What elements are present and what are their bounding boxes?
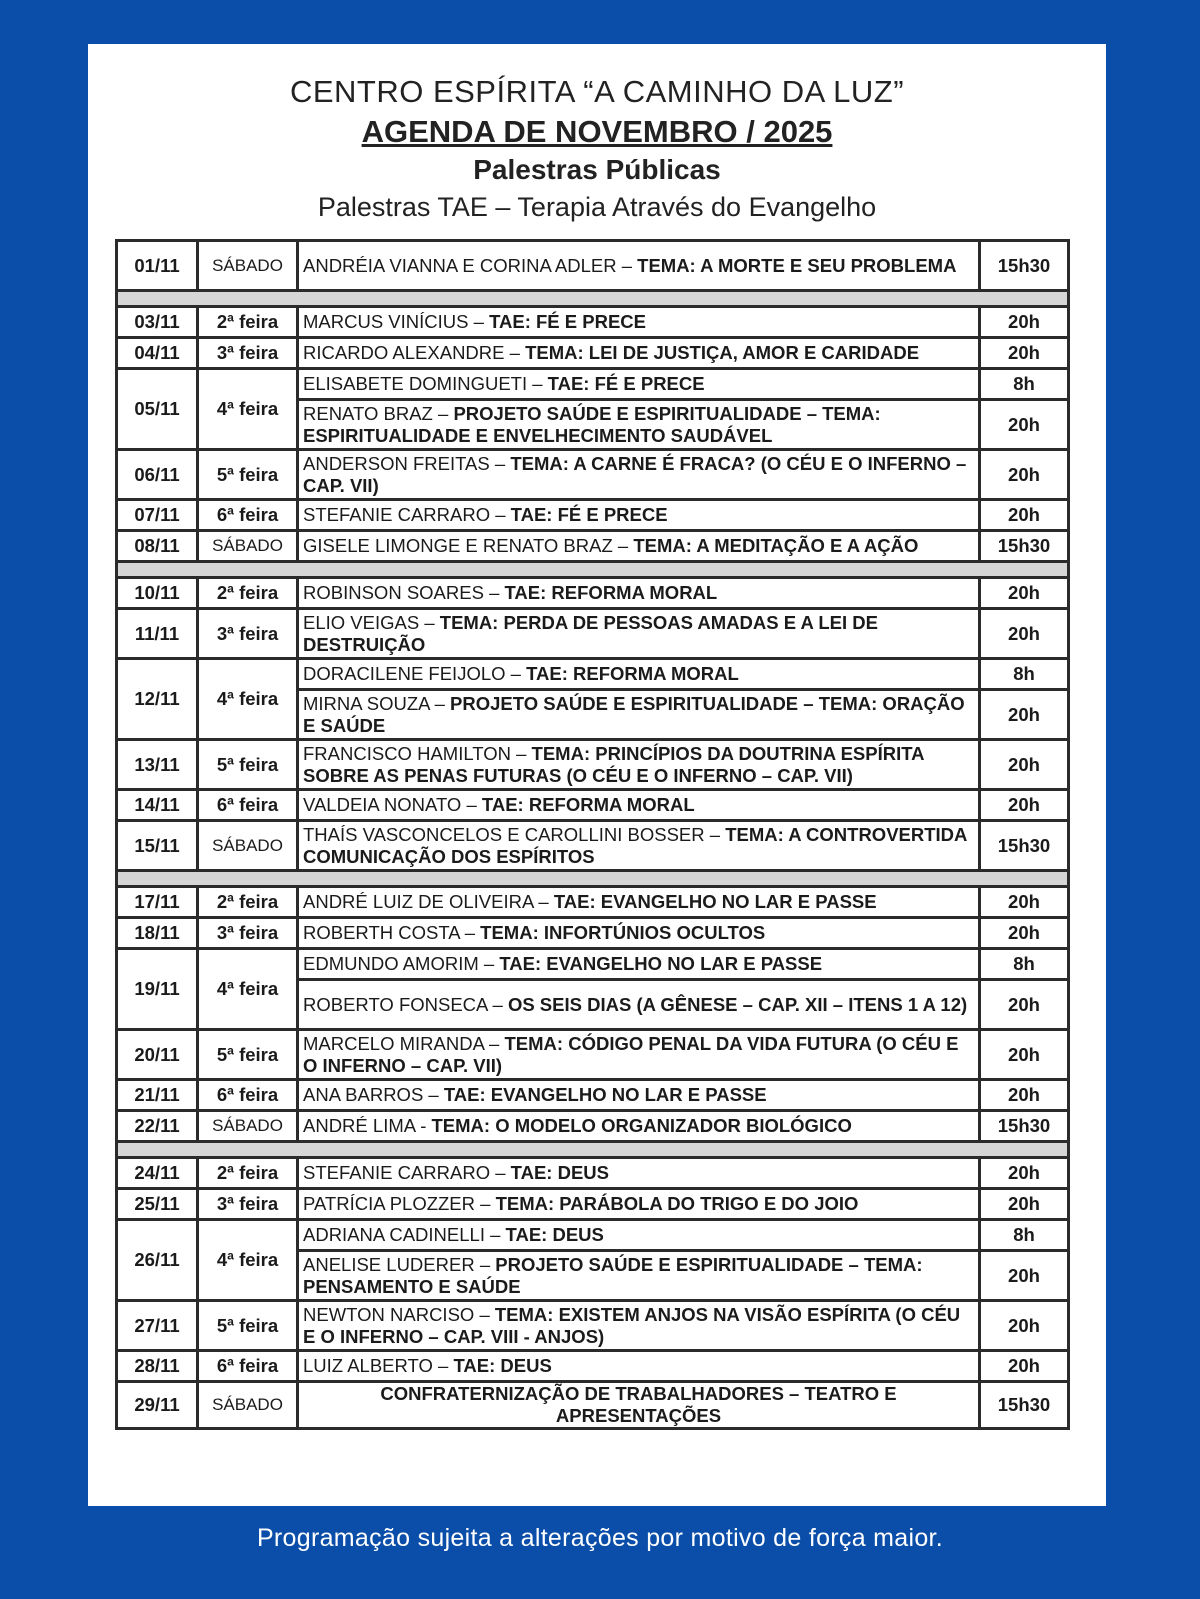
talk-cell	[298, 980, 980, 1030]
weekday-cell: 3ª feira	[198, 1189, 298, 1220]
talk-topic: PROJETO SAÚDE E ESPIRITUALIDADE – TEMA: PENSAMENTO E SAÚDE	[303, 1253, 923, 1297]
talk-cell	[298, 1111, 980, 1142]
talk-cell	[298, 918, 980, 949]
weekday-cell: 4ª feira	[198, 1220, 298, 1301]
date-cell: 07/11	[117, 500, 198, 531]
speaker-name: ANDERSON FREITAS –	[303, 452, 511, 474]
talk-cell	[298, 369, 980, 400]
talk-topic: TEMA: CÓDIGO PENAL DA VIDA FUTURA (O CÉU E O INFERNO – CAP. VII)	[303, 1032, 959, 1076]
talk-cell	[298, 450, 980, 500]
time-cell: 20h	[980, 1158, 1069, 1189]
weekday-cell: SÁBADO	[198, 241, 298, 291]
date-cell: 15/11	[117, 821, 198, 871]
table-row	[117, 1080, 1069, 1111]
time-cell: 20h	[980, 1030, 1069, 1080]
talk-topic: TEMA: PERDA DE PESSOAS AMADAS E A LEI DE DESTRUIÇÃO	[303, 611, 878, 655]
weekday-cell: SÁBADO	[198, 531, 298, 562]
weekday-cell: SÁBADO	[198, 1111, 298, 1142]
talk-topic: TEMA: A CARNE É FRACA? (O CÉU E O INFERNO – CAP. VII)	[303, 452, 967, 496]
talk-topic: CONFRATERNIZAÇÃO DE TRABALHADORES – TEATRO E APRESENTAÇÕES	[380, 1383, 897, 1426]
weekday-cell: 4ª feira	[198, 659, 298, 740]
talk-topic: PROJETO SAÚDE E ESPIRITUALIDADE – TEMA: ESPIRITUALIDADE E ENVELHECIMENTO SAUDÁVEL	[303, 402, 881, 446]
weekday-cell: 4ª feira	[198, 369, 298, 450]
speaker-name: LUIZ ALBERTO –	[303, 1355, 454, 1376]
time-cell: 20h	[980, 609, 1069, 659]
table-row	[117, 1220, 1069, 1251]
date-cell: 17/11	[117, 887, 198, 918]
talk-cell	[298, 1030, 980, 1080]
talk-topic: TAE: FÉ E PRECE	[489, 311, 646, 332]
agenda-card	[88, 44, 1106, 1506]
speaker-name: ANDRÉ LIMA -	[303, 1115, 432, 1136]
table-row	[117, 887, 1069, 918]
speaker-name: GISELE LIMONGE E RENATO BRAZ –	[303, 535, 634, 556]
table-row	[117, 1158, 1069, 1189]
talk-topic: TAE: FÉ E PRECE	[547, 373, 705, 394]
talk-topic: TEMA: PARÁBOLA DO TRIGO E DO JOIO	[495, 1193, 859, 1214]
time-cell: 20h	[980, 307, 1069, 338]
time-cell: 15h30	[980, 1111, 1069, 1142]
date-cell: 28/11	[117, 1351, 198, 1382]
table-row	[117, 531, 1069, 562]
table-row	[117, 918, 1069, 949]
weekday-cell: 2ª feira	[198, 1158, 298, 1189]
talk-cell	[298, 338, 980, 369]
speaker-name: MIRNA SOUZA –	[303, 692, 451, 714]
talk-cell	[298, 1301, 980, 1351]
talk-cell	[298, 821, 980, 871]
table-row	[117, 500, 1069, 531]
date-cell: 25/11	[117, 1189, 198, 1220]
weekday-cell: 6ª feira	[198, 1080, 298, 1111]
talk-cell	[298, 690, 980, 740]
separator-cell	[117, 562, 1069, 578]
time-cell: 8h	[980, 659, 1069, 690]
talk-cell	[298, 531, 980, 562]
talk-cell	[298, 1251, 980, 1301]
time-cell: 20h	[980, 1251, 1069, 1301]
time-cell: 20h	[980, 918, 1069, 949]
time-cell: 20h	[980, 450, 1069, 500]
talk-topic: TAE: REFORMA MORAL	[481, 794, 695, 815]
talk-cell	[298, 400, 980, 450]
talk-topic: TAE: EVANGELHO NO LAR E PASSE	[499, 953, 823, 974]
talk-topic: TEMA: EXISTEM ANJOS NA VISÃO ESPÍRITA (O CÉU E O INFERNO – CAP. VIII - ANJOS)	[303, 1303, 961, 1347]
speaker-name: RENATO BRAZ –	[303, 402, 454, 424]
talk-topic: TAE: EVANGELHO NO LAR E PASSE	[553, 891, 877, 912]
time-cell: 8h	[980, 369, 1069, 400]
time-cell: 20h	[980, 500, 1069, 531]
date-cell: 04/11	[117, 338, 198, 369]
weekday-cell: 2ª feira	[198, 887, 298, 918]
time-cell: 15h30	[980, 821, 1069, 871]
date-cell: 11/11	[117, 609, 198, 659]
speaker-name: MARCELO MIRANDA –	[303, 1032, 505, 1054]
date-cell: 13/11	[117, 740, 198, 790]
speaker-name: STEFANIE CARRARO –	[303, 504, 511, 525]
speaker-name: ANDRÉ LUIZ DE OLIVEIRA –	[303, 891, 554, 912]
table-row	[117, 1301, 1069, 1351]
speaker-name: ROBERTH COSTA –	[303, 922, 481, 943]
talk-topic: TEMA: A MORTE E SEU PROBLEMA	[637, 254, 957, 276]
date-cell: 08/11	[117, 531, 198, 562]
speaker-name: ELIO VEIGAS –	[303, 611, 440, 633]
table-row	[117, 1030, 1069, 1080]
talk-topic: TAE: DEUS	[510, 1162, 609, 1183]
speaker-name: ADRIANA CADINELLI –	[303, 1224, 506, 1245]
table-row	[117, 1111, 1069, 1142]
date-cell: 22/11	[117, 1111, 198, 1142]
talk-cell	[298, 790, 980, 821]
separator-cell	[117, 1142, 1069, 1158]
time-cell: 20h	[980, 690, 1069, 740]
talk-cell	[298, 1220, 980, 1251]
talk-cell	[298, 241, 980, 291]
talk-cell	[298, 1382, 980, 1429]
speaker-name: MARCUS VINÍCIUS –	[303, 311, 490, 332]
week-separator	[117, 562, 1069, 578]
date-cell: 12/11	[117, 659, 198, 740]
date-cell: 10/11	[117, 578, 198, 609]
subtitle-public-talks: Palestras Públicas	[473, 154, 721, 185]
speaker-name: PATRÍCIA PLOZZER –	[303, 1193, 496, 1214]
talk-topic: TAE: FÉ E PRECE	[510, 504, 668, 525]
table-row	[117, 790, 1069, 821]
weekday-cell: 2ª feira	[198, 578, 298, 609]
date-cell: 26/11	[117, 1220, 198, 1301]
talk-cell	[298, 578, 980, 609]
weekday-cell: 4ª feira	[198, 949, 298, 1030]
time-cell: 20h	[980, 740, 1069, 790]
weekday-cell: 3ª feira	[198, 918, 298, 949]
speaker-name: STEFANIE CARRARO –	[303, 1162, 511, 1183]
table-row	[117, 821, 1069, 871]
time-cell: 20h	[980, 1351, 1069, 1382]
table-row	[117, 609, 1069, 659]
date-cell: 27/11	[117, 1301, 198, 1351]
table-row	[117, 949, 1069, 980]
talk-cell	[298, 740, 980, 790]
date-cell: 05/11	[117, 369, 198, 450]
talk-topic: TAE: DEUS	[505, 1224, 604, 1245]
talk-topic: TAE: REFORMA MORAL	[504, 582, 718, 603]
time-cell: 20h	[980, 400, 1069, 450]
table-row	[117, 338, 1069, 369]
speaker-name: EDMUNDO AMORIM –	[303, 953, 500, 974]
talk-cell	[298, 659, 980, 690]
weekday-cell: 5ª feira	[198, 1030, 298, 1080]
weekday-cell: 5ª feira	[198, 740, 298, 790]
date-cell: 24/11	[117, 1158, 198, 1189]
speaker-name: RICARDO ALEXANDRE –	[303, 342, 526, 363]
talk-cell	[298, 949, 980, 980]
footer-note: Programação sujeita a alterações por motivo de força maior.	[256, 1524, 944, 1552]
speaker-name: ANA BARROS –	[303, 1084, 444, 1105]
separator-cell	[117, 291, 1069, 307]
date-cell: 01/11	[117, 241, 198, 291]
time-cell: 20h	[980, 1301, 1069, 1351]
talk-cell	[298, 887, 980, 918]
talk-topic: PROJETO SAÚDE E ESPIRITUALIDADE – TEMA: ORAÇÃO E SAÚDE	[303, 692, 965, 736]
time-cell: 8h	[980, 949, 1069, 980]
center-name: CENTRO ESPÍRITA “A CAMINHO DA LUZ”	[289, 74, 905, 109]
weekday-cell: SÁBADO	[198, 821, 298, 871]
talk-topic: TAE: EVANGELHO NO LAR E PASSE	[443, 1084, 767, 1105]
table-row	[117, 659, 1069, 690]
talk-topic: TAE: DEUS	[453, 1355, 552, 1376]
talk-topic: OS SEIS DIAS (A GÊNESE – CAP. XII – ITENS 1 A 12)	[507, 993, 968, 1015]
weekday-cell: 6ª feira	[198, 500, 298, 531]
speaker-name: ROBINSON SOARES –	[303, 582, 505, 603]
time-cell: 8h	[980, 1220, 1069, 1251]
agenda-table	[115, 239, 1070, 1430]
speaker-name: FRANCISCO HAMILTON –	[303, 742, 532, 764]
talk-topic: TEMA: INFORTÚNIOS OCULTOS	[480, 922, 766, 943]
talk-cell	[298, 609, 980, 659]
speaker-name: ROBERTO FONSECA –	[303, 993, 508, 1015]
week-separator	[117, 291, 1069, 307]
date-cell: 20/11	[117, 1030, 198, 1080]
talk-topic: TEMA: PRINCÍPIOS DA DOUTRINA ESPÍRITA SOBRE AS PENAS FUTURAS (O CÉU E O INFERNO – CAP. VII)	[303, 742, 924, 786]
date-cell: 19/11	[117, 949, 198, 1030]
header	[88, 72, 1106, 226]
subtitle-tae: Palestras TAE – Terapia Através do Evangelho	[317, 192, 877, 222]
time-cell: 20h	[980, 1189, 1069, 1220]
agenda-body	[117, 241, 1069, 1429]
table-row	[117, 369, 1069, 400]
talk-topic: TEMA: A CONTROVERTIDA COMUNICAÇÃO DOS ESPÍRITOS	[303, 823, 967, 867]
talk-topic: TEMA: O MODELO ORGANIZADOR BIOLÓGICO	[431, 1115, 852, 1136]
time-cell: 20h	[980, 790, 1069, 821]
week-separator	[117, 871, 1069, 887]
talk-topic: TEMA: A MEDITAÇÃO E A AÇÃO	[633, 535, 919, 556]
week-separator	[117, 1142, 1069, 1158]
weekday-cell: 6ª feira	[198, 790, 298, 821]
time-cell: 20h	[980, 980, 1069, 1030]
time-cell: 15h30	[980, 1382, 1069, 1429]
talk-topic: TEMA: LEI DE JUSTIÇA, AMOR E CARIDADE	[525, 342, 920, 363]
table-row	[117, 578, 1069, 609]
weekday-cell: 5ª feira	[198, 450, 298, 500]
speaker-name: ANELISE LUDERER –	[303, 1253, 496, 1275]
speaker-name: THAÍS VASCONCELOS E CAROLLINI BOSSER –	[303, 823, 726, 845]
date-cell: 06/11	[117, 450, 198, 500]
table-row	[117, 1382, 1069, 1429]
time-cell: 20h	[980, 338, 1069, 369]
time-cell: 20h	[980, 1080, 1069, 1111]
speaker-name: VALDEIA NONATO –	[303, 794, 482, 815]
date-cell: 29/11	[117, 1382, 198, 1429]
talk-topic: TAE: REFORMA MORAL	[526, 663, 739, 684]
date-cell: 14/11	[117, 790, 198, 821]
time-cell: 20h	[980, 578, 1069, 609]
separator-cell	[117, 871, 1069, 887]
date-cell: 18/11	[117, 918, 198, 949]
time-cell: 20h	[980, 887, 1069, 918]
weekday-cell: 3ª feira	[198, 609, 298, 659]
talk-cell	[298, 1189, 980, 1220]
table-row	[117, 307, 1069, 338]
table-row	[117, 740, 1069, 790]
weekday-cell: SÁBADO	[198, 1382, 298, 1429]
speaker-name: DORACILENE FEIJOLO –	[303, 663, 527, 684]
talk-cell	[298, 500, 980, 531]
speaker-name: ANDRÉIA VIANNA E CORINA ADLER –	[303, 254, 638, 276]
table-row	[117, 1189, 1069, 1220]
weekday-cell: 5ª feira	[198, 1301, 298, 1351]
table-row	[117, 241, 1069, 291]
agenda-title: AGENDA DE NOVEMBRO / 2025	[361, 114, 833, 149]
speaker-name: NEWTON NARCISO –	[303, 1303, 495, 1325]
date-cell: 21/11	[117, 1080, 198, 1111]
weekday-cell: 3ª feira	[198, 338, 298, 369]
speaker-name: ELISABETE DOMINGUETI –	[303, 373, 548, 394]
time-cell: 15h30	[980, 241, 1069, 291]
talk-cell	[298, 1080, 980, 1111]
weekday-cell: 2ª feira	[198, 307, 298, 338]
talk-cell	[298, 1351, 980, 1382]
talk-cell	[298, 307, 980, 338]
weekday-cell: 6ª feira	[198, 1351, 298, 1382]
table-row	[117, 1351, 1069, 1382]
time-cell: 15h30	[980, 531, 1069, 562]
talk-cell	[298, 1158, 980, 1189]
table-row	[117, 450, 1069, 500]
date-cell: 03/11	[117, 307, 198, 338]
